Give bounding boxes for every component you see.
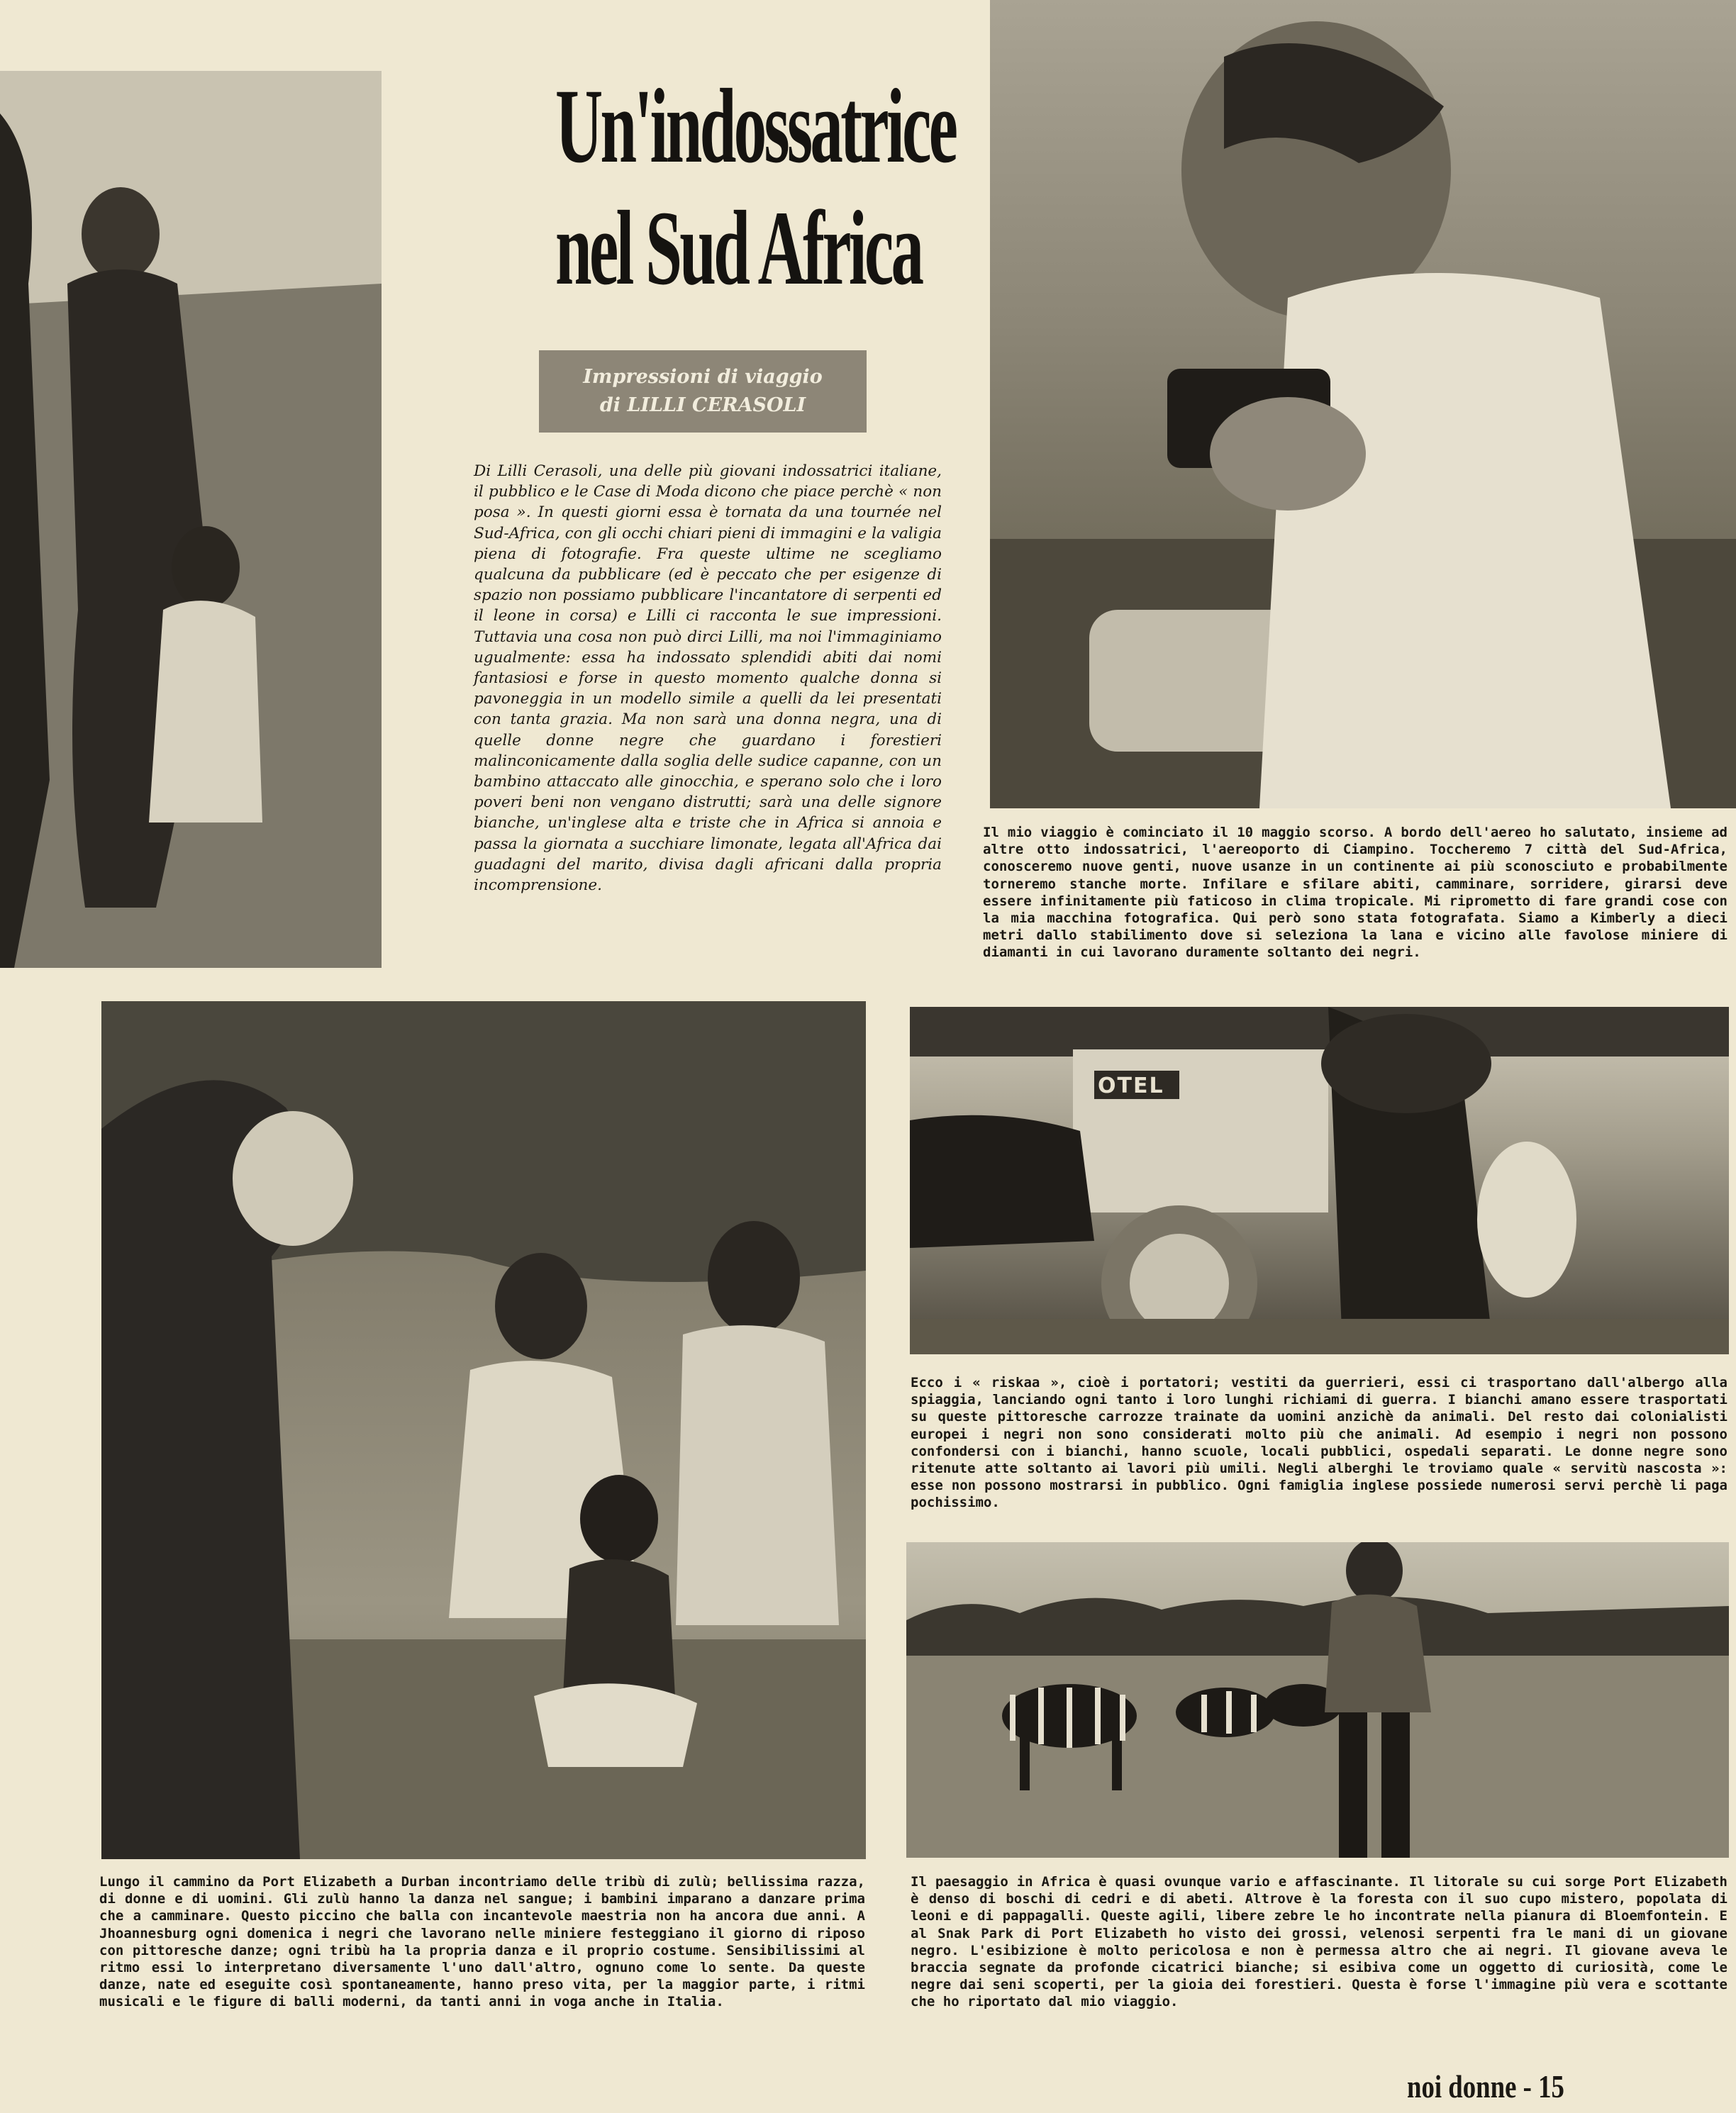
- page-folio: noi donne - 15: [1407, 2068, 1564, 2104]
- caption-zulu: Lungo il cammino da Port Elizabeth a Durban incontriamo delle tribù di zulù; bellissima razza, di donne e di uomini. Gli zulù hanno la danza nel sangue; i bambini imparano a danzare prima che a camminare. Questo piccino che balla con incantevole maestria non ha ancora due anni. A Jhoannesburg ogni domenica i negri che lavorano nelle miniere festeggiano il giorno di riposo con pittoresche danze; ogni tribù ha la propria danza e il proprio costume. Sensibilissimi al ritmo essi lo interpretano diversamente l'uno dall'altro, ognuno come lo sente. Da queste danze, nate ed eseguite così spontaneamente, hanno preso vita, per la maggior parte, i ritmi musicali e le figure di balli moderni, da tanti anni in voga anche in Italia.: [99, 1874, 865, 2010]
- photo-zulu-woman-and-child: [0, 71, 382, 968]
- caption-travel: Il mio viaggio è cominciato il 10 maggio scorso. A bordo dell'aereo ho salutato, insieme ad altre otto indossatrici, l'aereoporto di Ciampino. Toccheremo 7 città del Sud-Africa, conosceremo nuove genti, nuove usanze in un continente ai più sconosciuto e probabilmente torneremo stanche morte. Infilare e sfilare abiti, camminare, sorridere, girarsi deve essere infinitamente più faticoso in clima tropicale. Mi riprometto di fare grandi cose con la mia macchina fotografica. Qui però sono stata fotografata. Siamo a Kimberly a dieci metri dallo stabilimento dove si seleziona la lana e vicino alle favolose miniere di diamanti in cui lavorano duramente soltanto dei negri.: [983, 825, 1727, 961]
- photo-zulu-children-dancing: [101, 1001, 866, 1859]
- photo-woman-with-camera: [990, 0, 1736, 808]
- hotel-sign: OTEL: [1098, 1074, 1164, 1098]
- photo-zebras: [906, 1542, 1729, 1858]
- title-line-1: Un'indossatrice: [555, 67, 956, 185]
- byline-subtitle: Impressioni di viaggio: [583, 366, 823, 388]
- caption-landscape: Il paesaggio in Africa è quasi ovunque vario e affascinante. Il litorale su cui sorge Port Elizabeth è denso di boschi di cedri e di abeti. Altrove è la foresta con il suo cupo mistero, popolata di leoni e di pappagalli. Queste agili, libere zebre le ho incontrate nella pianura di Bloemfontein. E al Snak Park di Port Elizabeth ho visto dei grossi, velenosi serpenti fra le mani di un giovane negro. L'esibizione è molto pericolosa e non è permessa altro che ai negri. Il giovane aveva le braccia segnate da profonde cicatrici bianche; si esibiva come un oggetto di curiosità, come le negre dai seni scoperti, per la gioia dei forestieri. Questa è forse l'immagine più vera e scottante che ho riportato dal mio viaggio.: [911, 1874, 1727, 2010]
- byline-box: [539, 350, 867, 433]
- article-title: [555, 65, 956, 309]
- intro-paragraph: Di Lilli Cerasoli, una delle più giovani indossatrici italiane, il pubblico e le Case di Moda dicono che piace perchè « non posa ». In questi giorni essa è tornata da una tournée nel Sud-Africa, con gli occhi chiari pieni di immagini e la valigia piena di fotografie. Fra queste ultime ne scegliamo qualcuna da pubblicare (ed è peccato che per esigenze di spazio non possiamo pubblicare l'incantatore di serpenti ed il leone in corsa) e Lilli ci racconta le sue impressioni. Tuttavia una cosa non può dirci Lilli, ma noi l'immaginiamo ugualmente: essa ha indossato splendidi abiti dai nomi fantasiosi e forse in questo momento qualche donna si pavoneggia in un modello simile a quelli da lei presentati con tanta grazia. Ma non sarà una donna negra, una di quelle donne negre che guardano i forestieri malinconicamente dalla soglia delle sudice capanne, con un bambino attaccato alle ginocchia, e sperano solo che i loro poveri beni non vengano distrutti; sarà una delle signore bianche, un'inglese alta e triste che in Africa si annoia e passa la giornata a succhiare limonate, legata all'Africa dai guadagni del marito, divisa dagli africani dalla propria incomprensione.: [474, 462, 942, 895]
- title-line-2: nel Sud Africa: [555, 189, 922, 307]
- byline-author: di LILLI CERASOLI: [599, 394, 806, 416]
- photo-riskaa-rickshaw: [910, 1007, 1729, 1354]
- caption-riskaa: Ecco i « riskaa », cioè i portatori; vestiti da guerrieri, essi ci trasportano dall'albergo alla spiaggia, lanciando ogni tanto i loro lunghi richiami di guerra. I bianchi amano essere trasportati su queste pittoresche carrozze trainate da uomini anzichè da animali. Del resto dai colonialisti europei i negri non sono considerati molto più che animali. Ad esempio i negri non possono confondersi con i bianchi, hanno scuole, locali pubblici, ospedali separati. Le donne negre sono ritenute atte soltanto ai lavori più umili. Negli alberghi le troviamo quale « servitù nascosta »: esse non possono mostrarsi in pubblico. Ogni famiglia inglese possiede numerosi servi perchè li paga pochissimo.: [911, 1375, 1727, 1511]
